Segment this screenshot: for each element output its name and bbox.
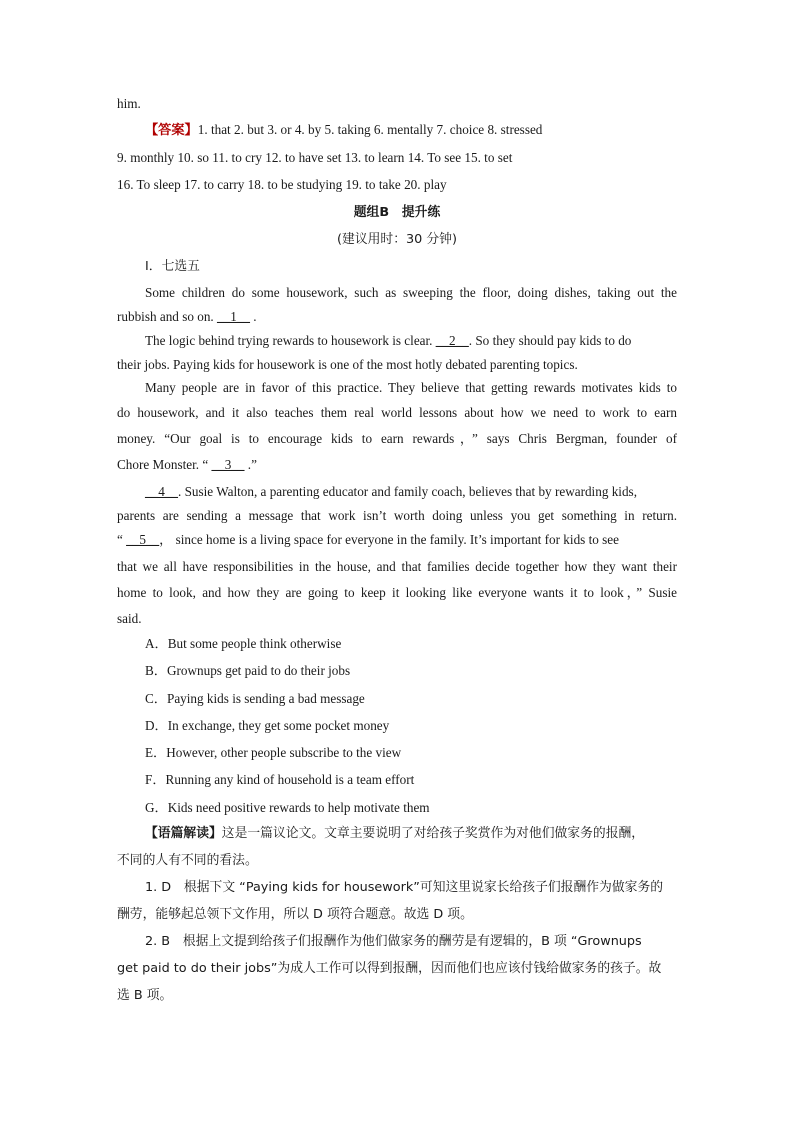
passage-p2-line2: their jobs. Paying kids for housework is one of the most hotly debated parenting topics. [117, 357, 578, 372]
passage-p2-line1 [145, 333, 677, 349]
option-b: B．Grownups get paid to do their jobs [145, 663, 351, 678]
part-heading: Ⅰ．七选五 [145, 259, 200, 274]
passage-p3-line2: do housework, and it also teaches them real world lessons about how we need to work to earn [117, 405, 677, 420]
passage-p3-line4 [117, 457, 677, 473]
answer-line-2: 9. monthly 10. so 11. to cry 12. to have set 13. to learn 14. To see 15. to set [117, 150, 513, 165]
blank-5: __5__ [126, 532, 160, 547]
passage-p3-line3: money. “Our goal is to encourage kids to earn rewards，” says Chris Bergman, founder of [117, 431, 677, 446]
option-d: D．In exchange, they get some pocket money [145, 718, 390, 733]
explanation-q1-line1: 1. D 根据下文 “Paying kids for housework”可知这里说家长给孩子们报酬作为做家务的 [145, 880, 664, 895]
option-e: E．However, other people subscribe to the view [145, 745, 402, 760]
analysis-tag: 【语篇解读】 [145, 826, 222, 841]
text-segment: . Susie Walton, a parenting educator and family coach, believes that by rewarding kids, [177, 484, 637, 499]
text-segment: The logic behind trying rewards to housework is clear. [145, 333, 436, 348]
explanation-q1-line2: 酬劳，能够起总领下文作用，所以 D 项符合题意。故选 D 项。 [117, 907, 473, 922]
explanation-q2-line1: 2. B 根据上文提到给孩子们报酬作为他们做家务的酬劳是有逻辑的，B 项 “Grownups [145, 934, 642, 949]
text-segment: . So they should pay kids to do [468, 333, 632, 348]
passage-p4-line3 [117, 532, 677, 548]
text-segment: rubbish and so on. [117, 309, 218, 324]
answer-items-1: 1. that 2. but 3. or 4. by 5. taking 6. mentally 7. choice 8. stressed [197, 122, 543, 137]
passage-p4-line2: parents are sending a message that work isn’t worth doing unless you get something in return. [117, 508, 677, 523]
blank-2: __2__ [435, 333, 469, 348]
analysis-line-2: 不同的人有不同的看法。 [117, 853, 258, 868]
passage-p3-line1: Many people are in favor of this practice. They believe that getting rewards motivates kids to [145, 380, 677, 395]
text-segment: Chore Monster. “ [117, 457, 212, 472]
analysis-text-1: 这是一篇议论文。文章主要说明了对给孩子奖赏作为对他们做家务的报酬， [221, 826, 645, 841]
text-segment: ， since home is a living space for everyone in the family. It’s important for kids to see [159, 532, 619, 547]
passage-p4-line5: home to look, and how they are going to keep it looking like everyone wants it to look，” Susie [117, 585, 677, 600]
passage-p4-line6: said. [117, 611, 142, 626]
previous-text-tail: him. [117, 96, 141, 111]
text-segment: “ [117, 532, 127, 547]
passage-p4-line1 [145, 484, 677, 500]
passage-p4-line4: that we all have responsibilities in the house, and that families decide together how they want their [117, 559, 677, 574]
answer-line-1 [145, 122, 677, 139]
blank-1: __1__ [217, 309, 250, 324]
blank-3: __3__ [211, 457, 245, 472]
option-a: A．But some people think otherwise [145, 636, 342, 651]
section-title: 题组B 提升练 [353, 205, 441, 220]
passage-p1-line2 [117, 309, 677, 325]
explanation-q2-line3: 选 B 项。 [117, 988, 173, 1003]
blank-4: __4__ [145, 484, 178, 499]
passage-p1-line1: Some children do some housework, such as sweeping the floor, doing dishes, taking out the [145, 285, 677, 300]
option-g: G．Kids need positive rewards to help motivate them [145, 800, 430, 815]
answer-tag: 【答案】 [145, 123, 198, 138]
analysis-line-1 [145, 826, 677, 842]
explanation-q2-line2: get paid to do their jobs”为成人工作可以得到报酬，因而他们也应该付钱给做家务的孩子。故 [117, 961, 662, 976]
text-segment: .” [244, 457, 257, 472]
option-f: F．Running any kind of household is a team effort [145, 772, 415, 787]
answer-line-3: 16. To sleep 17. to carry 18. to be studying 19. to take 20. play [117, 177, 447, 192]
section-subtitle: (建议用时：30 分钟) [337, 232, 457, 247]
text-segment: . [249, 309, 257, 324]
option-c: C．Paying kids is sending a bad message [145, 691, 365, 706]
